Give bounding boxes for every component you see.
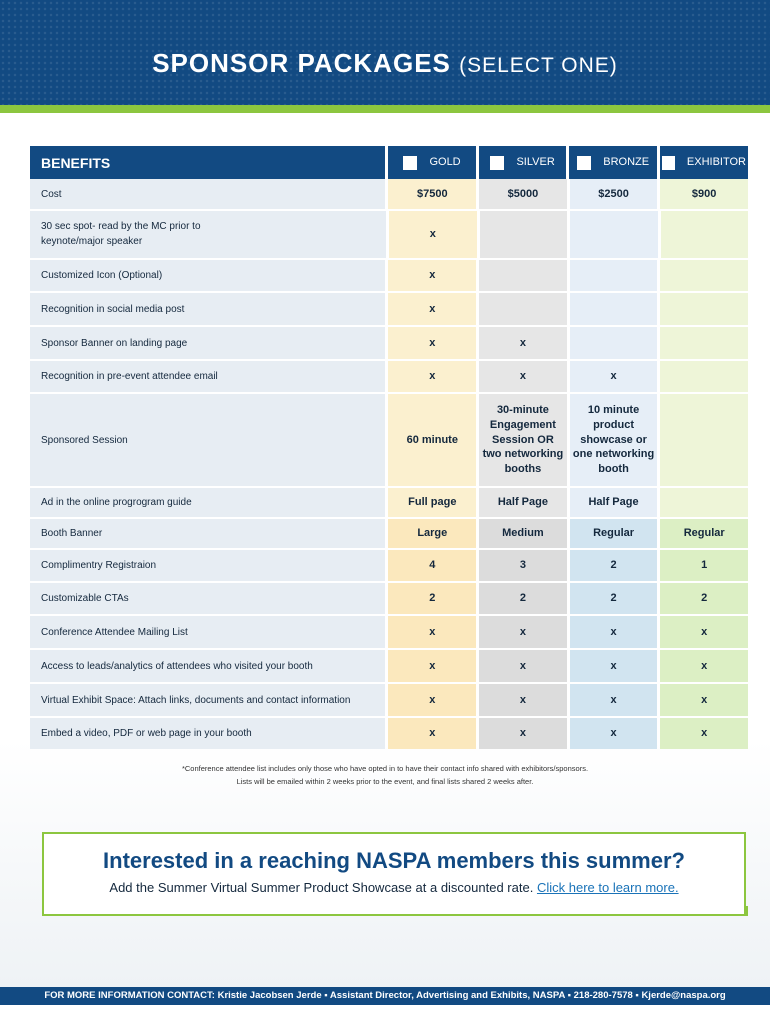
contact-footer: FOR MORE INFORMATION CONTACT: Kristie Jacobsen Jerde ▪ Assistant Director, Advertising and Exhibits, NASPA ▪ 218-280-7578 ▪ Kjerde@naspa.org (0, 987, 770, 1005)
tier-bronze[interactable] (569, 146, 657, 179)
table-row (30, 179, 748, 209)
header-banner (0, 0, 770, 108)
silver-cell: x (479, 616, 567, 648)
learn-more-link[interactable]: Click here to learn more. (536, 880, 679, 895)
table-row (30, 583, 748, 614)
tier-gold[interactable] (388, 146, 476, 179)
title-sub: (SELECT ONE) (459, 54, 618, 77)
footnote-line-1: *Conference attendee list includes only those who have opted in to have their contact info shared with exhibitors/sponsors. (181, 764, 589, 773)
gold-cell: Full page (388, 488, 476, 517)
bronze-cell: $2500 (570, 179, 658, 209)
title-main: SPONSOR PACKAGES (152, 48, 451, 78)
table-row (30, 361, 748, 392)
bronze-cell (570, 211, 658, 258)
benefit-label: Access to leads/analytics of attendees who visited your booth (30, 650, 385, 682)
table-row (30, 616, 748, 648)
bronze-cell: Regular (570, 519, 658, 548)
silver-cell: $5000 (479, 179, 567, 209)
table-header-row (30, 146, 748, 179)
silver-cell: x (479, 361, 567, 392)
gold-cell: $7500 (388, 179, 476, 209)
table-row (30, 519, 748, 548)
benefit-label: Ad in the online progrogram guide (30, 488, 385, 517)
bronze-cell (570, 293, 658, 325)
exhibitor-cell: x (660, 718, 748, 749)
benefit-label: Sponsored Session (30, 394, 385, 486)
exhibitor-cell: x (660, 650, 748, 682)
exhibitor-cell: x (660, 684, 748, 716)
tier-bronze-label: BRONZE (603, 156, 650, 169)
table-row (30, 684, 748, 716)
silver-cell: Half Page (479, 488, 567, 517)
promo-box (42, 832, 746, 916)
page-title (0, 48, 770, 79)
gold-cell: x (388, 650, 476, 682)
table-row (30, 718, 748, 749)
exhibitor-cell (660, 293, 748, 325)
gold-cell: 4 (388, 550, 476, 581)
gold-cell: x (388, 260, 476, 291)
tier-gold-label: GOLD (429, 156, 461, 169)
silver-cell (480, 211, 568, 258)
bronze-cell: 2 (570, 550, 658, 581)
gold-checkbox[interactable] (403, 156, 417, 170)
silver-cell (479, 260, 567, 291)
bronze-cell: 2 (570, 583, 658, 614)
bronze-cell: x (570, 684, 658, 716)
table-row (30, 488, 748, 517)
benefit-label: Virtual Exhibit Space: Attach links, documents and contact information (30, 684, 385, 716)
exhibitor-cell (661, 211, 749, 258)
table-row (30, 327, 748, 359)
exhibitor-cell (660, 327, 748, 359)
silver-cell: x (479, 650, 567, 682)
footnote (0, 762, 770, 788)
exhibitor-cell (660, 394, 748, 486)
table-row (30, 260, 748, 291)
benefit-label: Customizable CTAs (30, 583, 385, 614)
benefit-label: Booth Banner (30, 519, 385, 548)
table-row (30, 394, 748, 486)
silver-cell: 3 (479, 550, 567, 581)
accent-bar (0, 105, 770, 113)
promo-text (44, 880, 744, 895)
exhibitor-cell (660, 361, 748, 392)
benefit-label: Conference Attendee Mailing List (30, 616, 385, 648)
exhibitor-cell: 2 (660, 583, 748, 614)
benefits-header: BENEFITS (30, 146, 385, 179)
table-row (30, 211, 748, 258)
silver-cell: x (479, 684, 567, 716)
bronze-cell: x (570, 361, 658, 392)
exhibitor-cell: x (660, 616, 748, 648)
silver-cell (479, 293, 567, 325)
table-row (30, 293, 748, 325)
gold-cell: 2 (388, 583, 476, 614)
exhibitor-cell: Regular (660, 519, 748, 548)
silver-cell: 2 (479, 583, 567, 614)
silver-checkbox[interactable] (490, 156, 504, 170)
benefit-label: 30 sec spot- read by the MC prior to keynote/major speaker (30, 211, 386, 258)
tier-silver-label: SILVER (516, 156, 555, 169)
gold-cell: x (388, 293, 476, 325)
bronze-cell: x (570, 616, 658, 648)
bronze-cell: Half Page (570, 488, 658, 517)
gold-cell: x (388, 616, 476, 648)
table-row (30, 550, 748, 581)
silver-cell: 30-minute Engagement Session OR two networking booths (479, 394, 567, 486)
benefit-label: Complimentry Registraion (30, 550, 385, 581)
benefit-label: Cost (30, 179, 385, 209)
gold-cell: x (388, 327, 476, 359)
bronze-cell: 10 minute product showcase or one networking booth (570, 394, 658, 486)
tier-exhibitor-label: EXHIBITOR (686, 156, 746, 169)
table-row (30, 650, 748, 682)
tier-silver[interactable] (479, 146, 567, 179)
benefit-label: Sponsor Banner on landing page (30, 327, 385, 359)
bronze-cell: x (570, 650, 658, 682)
benefit-label: Recognition in pre-event attendee email (30, 361, 385, 392)
gold-cell: 60 minute (388, 394, 476, 486)
exhibitor-cell (660, 488, 748, 517)
bronze-checkbox[interactable] (577, 156, 591, 170)
benefit-label: Embed a video, PDF or web page in your booth (30, 718, 385, 749)
silver-cell: x (479, 327, 567, 359)
bronze-cell (570, 260, 658, 291)
gold-cell: x (388, 718, 476, 749)
footnote-line-2: Lists will be emailed within 2 weeks prior to the event, and final lists shared 2 weeks after. (236, 777, 534, 786)
exhibitor-cell: $900 (660, 179, 748, 209)
bronze-cell (570, 327, 658, 359)
silver-cell: x (479, 718, 567, 749)
benefit-label: Recognition in social media post (30, 293, 385, 325)
gold-cell: x (388, 684, 476, 716)
benefit-label: Customized Icon (Optional) (30, 260, 385, 291)
tier-exhibitor[interactable] (660, 146, 748, 179)
exhibitor-cell (660, 260, 748, 291)
promo-title: Interested in a reaching NASPA members this summer? (103, 848, 685, 873)
gold-cell: x (388, 361, 476, 392)
exhibitor-checkbox[interactable] (662, 156, 675, 170)
gold-cell: x (389, 211, 477, 258)
bronze-cell: x (570, 718, 658, 749)
gold-cell: Large (388, 519, 476, 548)
promo-text-body: Add the Summer Virtual Summer Product Showcase at a discounted rate. (109, 880, 534, 895)
exhibitor-cell: 1 (660, 550, 748, 581)
silver-cell: Medium (479, 519, 567, 548)
